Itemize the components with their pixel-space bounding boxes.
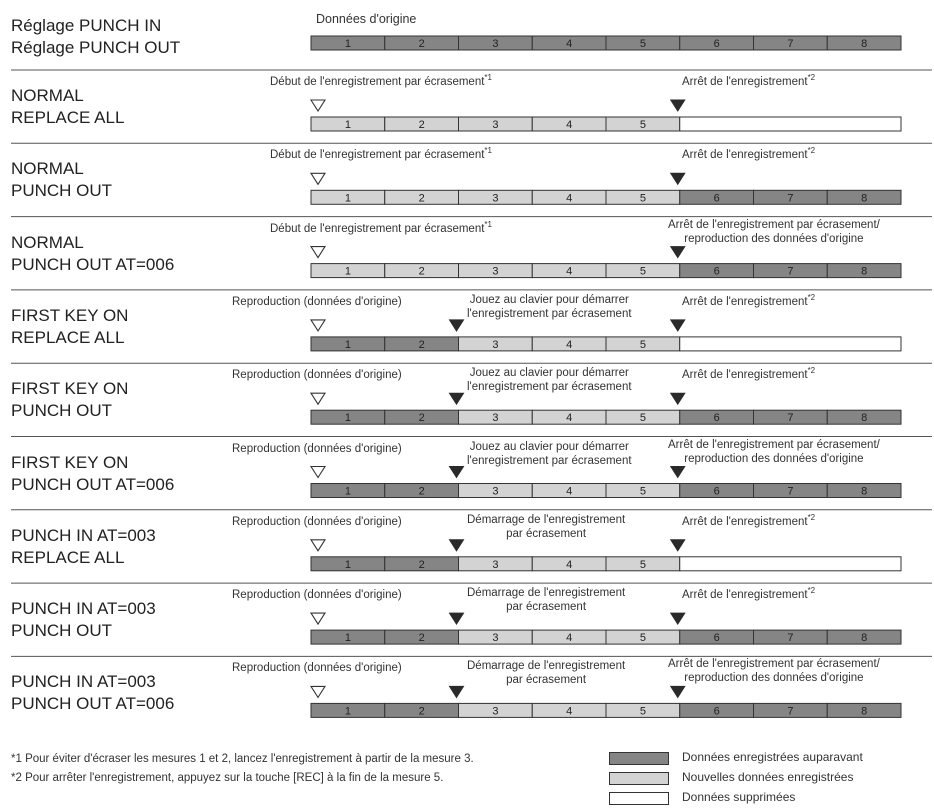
row-5-ann-2-filled-triangle-icon (450, 393, 464, 404)
row-7-ann-3-filled-triangle-icon (671, 540, 685, 551)
header-bar-measure-number-4: 4 (566, 38, 573, 50)
row-3-annotation-2-text: Arrêt de l'enregistrement par écrasement/ reproduction des données d'origine (668, 218, 880, 245)
row-8-annotation-2-text: Démarrage de l'enregistrement par écrasement (467, 587, 626, 614)
row-4-ann-1-open-triangle-icon (311, 320, 325, 331)
row-1-annotation-1 (270, 75, 492, 89)
row-6-ann-3-filled-triangle-icon (671, 467, 685, 478)
row-8-bar-measure-number-2: 2 (418, 632, 425, 645)
row-6-bar-measure-number-3: 3 (492, 485, 499, 498)
row-1-annotation-2-note: *2 (807, 73, 816, 83)
header-bar-measure-number-3: 3 (492, 38, 499, 50)
row-4-bar-deleted-segment (680, 337, 901, 351)
row-6-annotation-3 (668, 438, 880, 466)
row-5-annotation-1 (232, 368, 402, 382)
header-label: Réglage PUNCH IN Réglage PUNCH OUT (11, 16, 181, 57)
row-8-ann-1-open-triangle-icon (311, 613, 325, 624)
row-4-ann-2-filled-triangle-icon (450, 320, 464, 331)
row-5-bar-measure-number-1: 1 (344, 412, 351, 425)
row-9-bar-measure-number-1: 1 (344, 705, 351, 718)
row-6-bar-measure-number-8: 8 (861, 485, 868, 498)
row-5-bar-measure-number-4: 4 (566, 412, 573, 425)
row-2-ann-2-filled-triangle-icon (671, 173, 685, 184)
row-7-bar-measure-number-2: 2 (418, 558, 425, 571)
legend-label-recorded: Données enregistrées auparavant (682, 750, 863, 764)
row-7-bar-measure-number-5: 5 (639, 558, 646, 571)
row-1-annotation-1-text: Début de l'enregistrement par écrasement (270, 76, 485, 88)
row-7-annotation-1-text: Reproduction (données d'origine) (232, 515, 402, 528)
row-3-bar-measure-number-5: 5 (639, 265, 646, 278)
row-7-annotation-3-text: Arrêt de l'enregistrement (682, 515, 808, 528)
row-2-bar-measure-number-6: 6 (713, 192, 720, 205)
row-3-annotation-1-text: Début de l'enregistrement par écrasement (270, 222, 485, 235)
row-8-ann-3-filled-triangle-icon (671, 613, 685, 624)
row-3-bar-measure-number-7: 7 (787, 265, 794, 278)
row-8-bar-measure-number-3: 3 (492, 632, 499, 645)
row-7-annotation-1 (232, 515, 402, 529)
row-3-ann-2-filled-triangle-icon (671, 247, 685, 258)
row-5-ann-3-filled-triangle-icon (671, 393, 685, 404)
row-5-annotation-3-note: *2 (807, 366, 816, 376)
header-bar-measure-number-6: 6 (713, 38, 720, 50)
row-4-bar-measure-number-3: 3 (492, 338, 499, 351)
row-9-annotation-2-text: Démarrage de l'enregistrement par écrasement (467, 660, 626, 687)
row-9-annotation-1 (232, 661, 402, 675)
row-2-annotation-2-note: *2 (807, 146, 816, 156)
row-9-ann-1-open-triangle-icon (311, 686, 325, 697)
row-4-annotation-3-note: *2 (807, 293, 816, 303)
row-8-bar-measure-number-6: 6 (713, 632, 720, 645)
row-4-bar-measure-number-2: 2 (418, 338, 425, 351)
row-8-bar-measure-number-5: 5 (639, 632, 646, 645)
row-5-bar-measure-number-5: 5 (639, 412, 646, 425)
row-6-bar-measure-number-7: 7 (787, 485, 794, 498)
row-3-bar-measure-number-2: 2 (418, 265, 425, 278)
legend-label-new: Nouvelles données enregistrées (682, 770, 854, 784)
row-3-bar-measure-number-6: 6 (713, 265, 720, 278)
row-8-annotation-1-text: Reproduction (données d'origine) (232, 589, 402, 602)
row-6-ann-1-open-triangle-icon (311, 467, 325, 478)
row-4-mode-label: FIRST KEY ON REPLACE ALL (11, 305, 129, 347)
row-5-bar-measure-number-8: 8 (861, 412, 868, 425)
row-4-bar-measure-number-1: 1 (344, 338, 351, 351)
row-3-ann-1-open-triangle-icon (311, 247, 325, 258)
row-2-bar-measure-number-8: 8 (861, 192, 868, 205)
row-2-annotation-1 (270, 148, 492, 162)
row-1-bar-measure-number-5: 5 (639, 119, 646, 131)
row-2-ann-1-open-triangle-icon (311, 173, 325, 184)
row-4-annotation-3-text: Arrêt de l'enregistrement (682, 295, 808, 308)
row-6-mode-label: FIRST KEY ON PUNCH OUT AT=006 (11, 452, 175, 494)
row-9-bar-measure-number-6: 6 (713, 705, 720, 718)
footnote-1: *1 Pour éviter d'écraser les mesures 1 et 2, lancez l'enregistrement à partir de la mesure 3. (11, 753, 474, 765)
legend-swatch-recorded (609, 752, 669, 765)
row-7-bar-measure-number-3: 3 (492, 558, 499, 571)
row-9-ann-2-filled-triangle-icon (450, 686, 464, 697)
row-1-bar-measure-number-3: 3 (492, 119, 499, 131)
row-7-ann-1-open-triangle-icon (311, 540, 325, 551)
row-9-bar-measure-number-7: 7 (787, 705, 794, 718)
row-2-bar-measure-number-7: 7 (787, 192, 794, 205)
row-3-annotation-1 (270, 219, 492, 236)
row-3-mode-label: NORMAL PUNCH OUT AT=006 (11, 232, 175, 274)
row-8-annotation-1 (232, 588, 402, 602)
row-6-bar-measure-number-5: 5 (639, 485, 646, 498)
row-5-mode-label: FIRST KEY ON PUNCH OUT (11, 379, 129, 421)
row-6-ann-2-filled-triangle-icon (450, 467, 464, 478)
row-9-ann-3-filled-triangle-icon (671, 686, 685, 697)
row-7-bar-deleted-segment (680, 557, 901, 571)
row-8-annotation-2 (467, 586, 625, 614)
row-2-annotation-1-text: Début de l'enregistrement par écrasement (270, 149, 485, 162)
row-3-bar-measure-number-1: 1 (344, 265, 351, 278)
row-4-annotation-2 (467, 293, 632, 321)
row-6-bar-measure-number-6: 6 (713, 485, 720, 498)
row-5-bar-measure-number-6: 6 (713, 412, 720, 425)
row-7-annotation-2-text: Démarrage de l'enregistrement par écrasement (467, 513, 626, 540)
row-1-mode-label: NORMAL REPLACE ALL (11, 86, 125, 127)
row-1-ann-1-open-triangle-icon (311, 100, 325, 111)
row-5-annotation-2 (467, 366, 632, 394)
legend-swatch-deleted (609, 792, 669, 805)
row-2-bar-measure-number-1: 1 (344, 192, 351, 205)
row-9-bar-measure-number-2: 2 (418, 705, 425, 718)
row-1-bar-measure-number-4: 4 (566, 119, 573, 131)
row-1-bar-measure-number-1: 1 (344, 119, 351, 131)
row-6-bar-measure-number-4: 4 (566, 485, 573, 498)
row-8-mode-label: PUNCH IN AT=003 PUNCH OUT (11, 599, 156, 641)
row-3-bar-measure-number-4: 4 (566, 265, 573, 278)
row-5-annotation-1-text: Reproduction (données d'origine) (232, 369, 402, 382)
row-6-annotation-2-text: Jouez au clavier pour démarrer l'enregistrement par écrasement (467, 440, 632, 467)
row-6-bar-measure-number-1: 1 (344, 485, 351, 498)
row-4-annotation-2-text: Jouez au clavier pour démarrer l'enregistrement par écrasement (467, 293, 632, 320)
row-5-bar-measure-number-2: 2 (418, 412, 425, 425)
header-bar-measure-number-2: 2 (418, 38, 425, 50)
row-5-annotation-3 (682, 368, 815, 382)
row-4-ann-3-filled-triangle-icon (671, 320, 685, 331)
row-5-ann-1-open-triangle-icon (311, 393, 325, 404)
row-2-bar-measure-number-4: 4 (566, 192, 573, 205)
row-3-annotation-2 (668, 218, 880, 246)
row-8-bar-measure-number-1: 1 (344, 632, 351, 645)
row-5-bar-measure-number-7: 7 (787, 412, 794, 425)
row-6-annotation-1-text: Reproduction (données d'origine) (232, 442, 402, 455)
row-2-annotation-2 (682, 148, 815, 162)
row-7-annotation-2 (467, 513, 625, 541)
row-9-bar-measure-number-4: 4 (566, 705, 573, 718)
row-8-annotation-3-note: *2 (807, 586, 816, 596)
row-3-annotation-1-note: *1 (484, 219, 492, 229)
row-6-annotation-1 (232, 442, 402, 456)
footnote-2: *2 Pour arrêter l'enregistrement, appuyez sur la touche [REC] à la fin de la mesure 5. (11, 772, 444, 784)
row-8-bar-measure-number-7: 7 (787, 632, 794, 645)
original-data-label: Données d'origine (316, 12, 417, 26)
row-1-annotation-2-text: Arrêt de l'enregistrement (682, 76, 808, 88)
row-1-annotation-2 (682, 75, 815, 89)
row-2-bar-measure-number-2: 2 (418, 192, 425, 205)
row-4-annotation-3 (682, 295, 815, 309)
row-4-annotation-1 (232, 295, 402, 309)
row-4-bar-measure-number-4: 4 (566, 338, 573, 351)
row-2-bar-measure-number-5: 5 (639, 192, 646, 205)
row-6-annotation-3-text: Arrêt de l'enregistrement par écrasement/ reproduction des données d'origine (668, 438, 880, 465)
row-9-bar-measure-number-5: 5 (639, 705, 646, 718)
row-8-bar-measure-number-4: 4 (566, 632, 573, 645)
row-9-mode-label: PUNCH IN AT=003 PUNCH OUT AT=006 (11, 672, 175, 714)
row-5-bar-measure-number-3: 3 (492, 412, 499, 425)
row-7-annotation-3 (682, 512, 816, 529)
header-bar-measure-number-8: 8 (861, 38, 868, 50)
header-bar-measure-number-5: 5 (639, 38, 646, 50)
row-7-annotation-3-note: *2 (807, 512, 816, 522)
row-1-ann-2-filled-triangle-icon (671, 100, 685, 111)
row-2-bar-measure-number-3: 3 (492, 192, 499, 205)
row-8-bar-measure-number-8: 8 (861, 632, 868, 645)
row-5-annotation-2-text: Jouez au clavier pour démarrer l'enregistrement par écrasement (467, 367, 632, 394)
row-9-annotation-2 (467, 659, 625, 687)
header-bar-measure-number-1: 1 (344, 38, 351, 50)
row-7-mode-label: PUNCH IN AT=003 REPLACE ALL (11, 525, 156, 567)
row-9-annotation-1-text: Reproduction (données d'origine) (232, 662, 402, 675)
row-1-bar-measure-number-2: 2 (418, 119, 425, 131)
row-5-annotation-3-text: Arrêt de l'enregistrement (682, 369, 808, 382)
row-3-bar-measure-number-8: 8 (861, 265, 868, 278)
row-9-annotation-3-text: Arrêt de l'enregistrement par écrasement/ reproduction des données d'origine (668, 658, 880, 685)
row-1-annotation-1-note: *1 (484, 73, 492, 83)
row-6-annotation-2 (467, 440, 632, 468)
row-4-bar-measure-number-5: 5 (639, 338, 646, 351)
row-2-mode-label: NORMAL PUNCH OUT (11, 159, 113, 201)
row-9-bar-measure-number-8: 8 (861, 705, 868, 718)
row-8-annotation-3-text: Arrêt de l'enregistrement (682, 589, 808, 602)
row-8-annotation-3 (682, 588, 815, 602)
row-6-bar-measure-number-2: 2 (418, 485, 425, 498)
legend-swatch-new (609, 772, 669, 785)
row-2-annotation-2-text: Arrêt de l'enregistrement (682, 149, 808, 162)
row-9-annotation-3 (668, 657, 880, 685)
legend-label-deleted: Données supprimées (682, 790, 796, 804)
row-1-bar-deleted-segment (680, 117, 901, 131)
row-4-annotation-1-text: Reproduction (données d'origine) (232, 295, 402, 308)
row-7-ann-2-filled-triangle-icon (450, 540, 464, 551)
row-9-bar-measure-number-3: 3 (492, 705, 499, 718)
header-bar-measure-number-7: 7 (787, 38, 794, 50)
row-7-bar-measure-number-1: 1 (344, 558, 351, 571)
row-2-annotation-1-note: *1 (484, 146, 492, 156)
row-8-ann-2-filled-triangle-icon (450, 613, 464, 624)
row-3-bar-measure-number-3: 3 (492, 265, 499, 278)
row-7-bar-measure-number-4: 4 (566, 558, 573, 571)
